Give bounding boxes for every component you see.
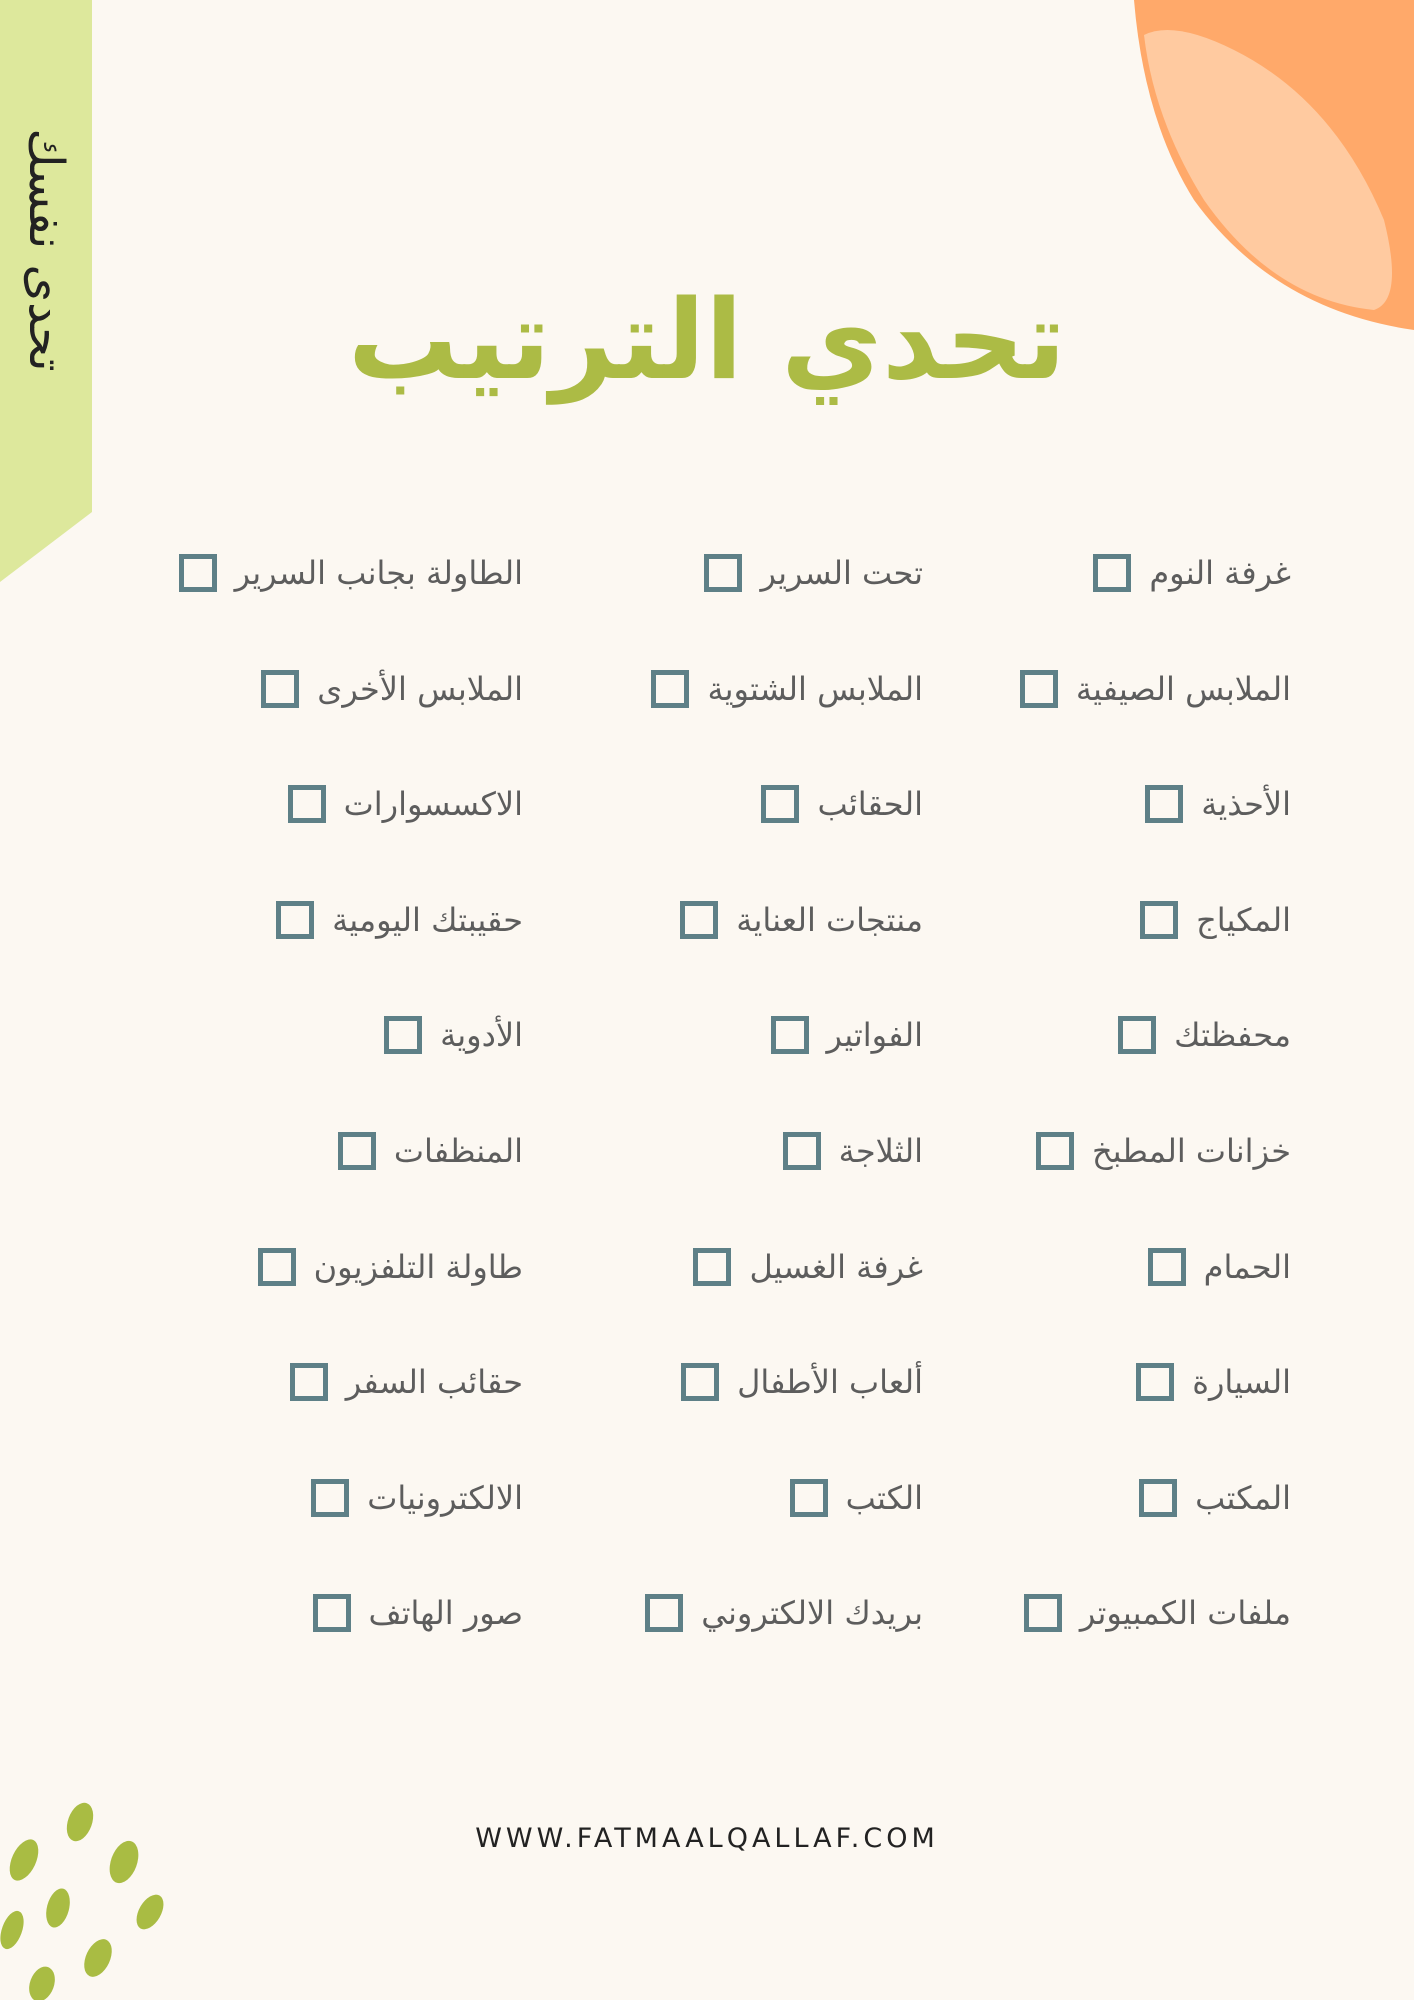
checkbox[interactable]: [761, 785, 799, 823]
checklist-item[interactable]: [1036, 1126, 1291, 1176]
checklist-item-label: الفواتير: [826, 1016, 923, 1054]
checklist-item-label: حقيبتك اليومية: [332, 901, 523, 939]
checklist-item-label: بريدك الالكتروني: [701, 1594, 923, 1632]
checklist-item[interactable]: [276, 895, 523, 945]
page-title: تحدي الترتيب: [347, 276, 1067, 404]
checklist-item-label: المكتب: [1195, 1479, 1291, 1517]
checkbox[interactable]: [1136, 1363, 1174, 1401]
checkbox[interactable]: [384, 1016, 422, 1054]
checklist-item[interactable]: [771, 1010, 923, 1060]
checklist-item-label: ملفات الكمبيوتر: [1079, 1594, 1291, 1632]
checkbox[interactable]: [790, 1479, 828, 1517]
checklist-item-label: خزانات المطبخ: [1092, 1132, 1291, 1170]
checkbox[interactable]: [1036, 1132, 1074, 1170]
checkbox[interactable]: [311, 1479, 349, 1517]
checklist-item[interactable]: [1093, 548, 1291, 598]
side-tab-label: تحدى نفسك: [18, 128, 74, 372]
checklist-item[interactable]: [1020, 664, 1291, 714]
checklist-item-label: الحمام: [1203, 1248, 1291, 1286]
checkbox[interactable]: [704, 554, 742, 592]
checklist-item-label: الثلاجة: [838, 1132, 923, 1170]
checklist-item-label: المنظفات: [393, 1132, 523, 1170]
checklist-item-label: الملابس الشتوية: [707, 670, 923, 708]
checklist-item[interactable]: [693, 1242, 923, 1292]
checklist-item[interactable]: [313, 1588, 524, 1638]
checkbox[interactable]: [276, 901, 314, 939]
checkbox[interactable]: [1118, 1016, 1156, 1054]
checklist-item[interactable]: [1148, 1242, 1291, 1292]
checklist-item[interactable]: [384, 1010, 523, 1060]
checkbox[interactable]: [1093, 554, 1131, 592]
checklist-item-label: الكتب: [845, 1479, 923, 1517]
checkbox[interactable]: [681, 1363, 719, 1401]
checkbox[interactable]: [693, 1248, 731, 1286]
checklist-item[interactable]: [311, 1473, 523, 1523]
checklist-item[interactable]: [783, 1126, 923, 1176]
checklist-item[interactable]: [645, 1588, 923, 1638]
checklist-item[interactable]: [258, 1242, 523, 1292]
checklist-item[interactable]: [651, 664, 923, 714]
checkbox[interactable]: [651, 670, 689, 708]
checkbox[interactable]: [1020, 670, 1058, 708]
checklist-item-label: غرفة الغسيل: [749, 1248, 923, 1286]
checklist-item-label: المكياج: [1196, 901, 1291, 939]
checklist-item-label: تحت السرير: [760, 554, 923, 592]
checklist-item[interactable]: [288, 779, 523, 829]
checklist-item-label: الاكسسوارات: [343, 785, 523, 823]
checklist-item-label: الأدوية: [440, 1016, 523, 1054]
checklist-item-label: صور الهاتف: [368, 1594, 523, 1632]
checkbox[interactable]: [313, 1594, 351, 1632]
checkbox[interactable]: [680, 901, 718, 939]
checkbox[interactable]: [771, 1016, 809, 1054]
checklist-item-label: الأحذية: [1201, 785, 1291, 823]
checkbox[interactable]: [288, 785, 326, 823]
checklist-item[interactable]: [680, 895, 923, 945]
checkbox[interactable]: [258, 1248, 296, 1286]
checkbox[interactable]: [179, 554, 217, 592]
checklist-item-label: الطاولة بجانب السرير: [234, 554, 523, 592]
checklist-item-label: الملابس الصيفية: [1075, 670, 1291, 708]
checkbox[interactable]: [1139, 1479, 1177, 1517]
checklist-item[interactable]: [761, 779, 923, 829]
checklist-item-label: محفظتك: [1174, 1016, 1291, 1054]
checkbox[interactable]: [1024, 1594, 1062, 1632]
checklist-item-label: طاولة التلفزيون: [313, 1248, 523, 1286]
checkbox[interactable]: [783, 1132, 821, 1170]
checkbox[interactable]: [1145, 785, 1183, 823]
checklist-item[interactable]: [790, 1473, 923, 1523]
checklist-item[interactable]: [681, 1357, 923, 1407]
checklist-item-label: حقائب السفر: [345, 1363, 523, 1401]
checkbox[interactable]: [338, 1132, 376, 1170]
checkbox[interactable]: [1140, 901, 1178, 939]
checklist-item-label: الحقائب: [817, 785, 923, 823]
checklist-item[interactable]: [1136, 1357, 1291, 1407]
checklist-item[interactable]: [1024, 1588, 1291, 1638]
checklist-item-label: السيارة: [1192, 1363, 1291, 1401]
checklist-item[interactable]: [290, 1357, 523, 1407]
checklist-item-label: غرفة النوم: [1149, 554, 1291, 592]
checklist-item-label: ألعاب الأطفال: [737, 1363, 923, 1401]
checklist-item-label: الملابس الأخرى: [317, 670, 523, 708]
checklist-item-label: الالكترونيات: [367, 1479, 523, 1517]
checklist-item[interactable]: [704, 548, 923, 598]
checklist-item[interactable]: [1118, 1010, 1291, 1060]
checklist-item[interactable]: [1140, 895, 1291, 945]
checklist-item[interactable]: [1139, 1473, 1291, 1523]
checklist-item[interactable]: [338, 1126, 523, 1176]
checklist-item-label: منتجات العناية: [736, 901, 923, 939]
checklist-item[interactable]: [261, 664, 523, 714]
footer-url: WWW.FATMAALQALLAF.COM: [475, 1823, 939, 1854]
checkbox[interactable]: [290, 1363, 328, 1401]
checkbox[interactable]: [645, 1594, 683, 1632]
checklist-item[interactable]: [179, 548, 523, 598]
checkbox[interactable]: [1148, 1248, 1186, 1286]
checkbox[interactable]: [261, 670, 299, 708]
dots-decoration: [0, 1780, 200, 2000]
checklist-item[interactable]: [1145, 779, 1291, 829]
